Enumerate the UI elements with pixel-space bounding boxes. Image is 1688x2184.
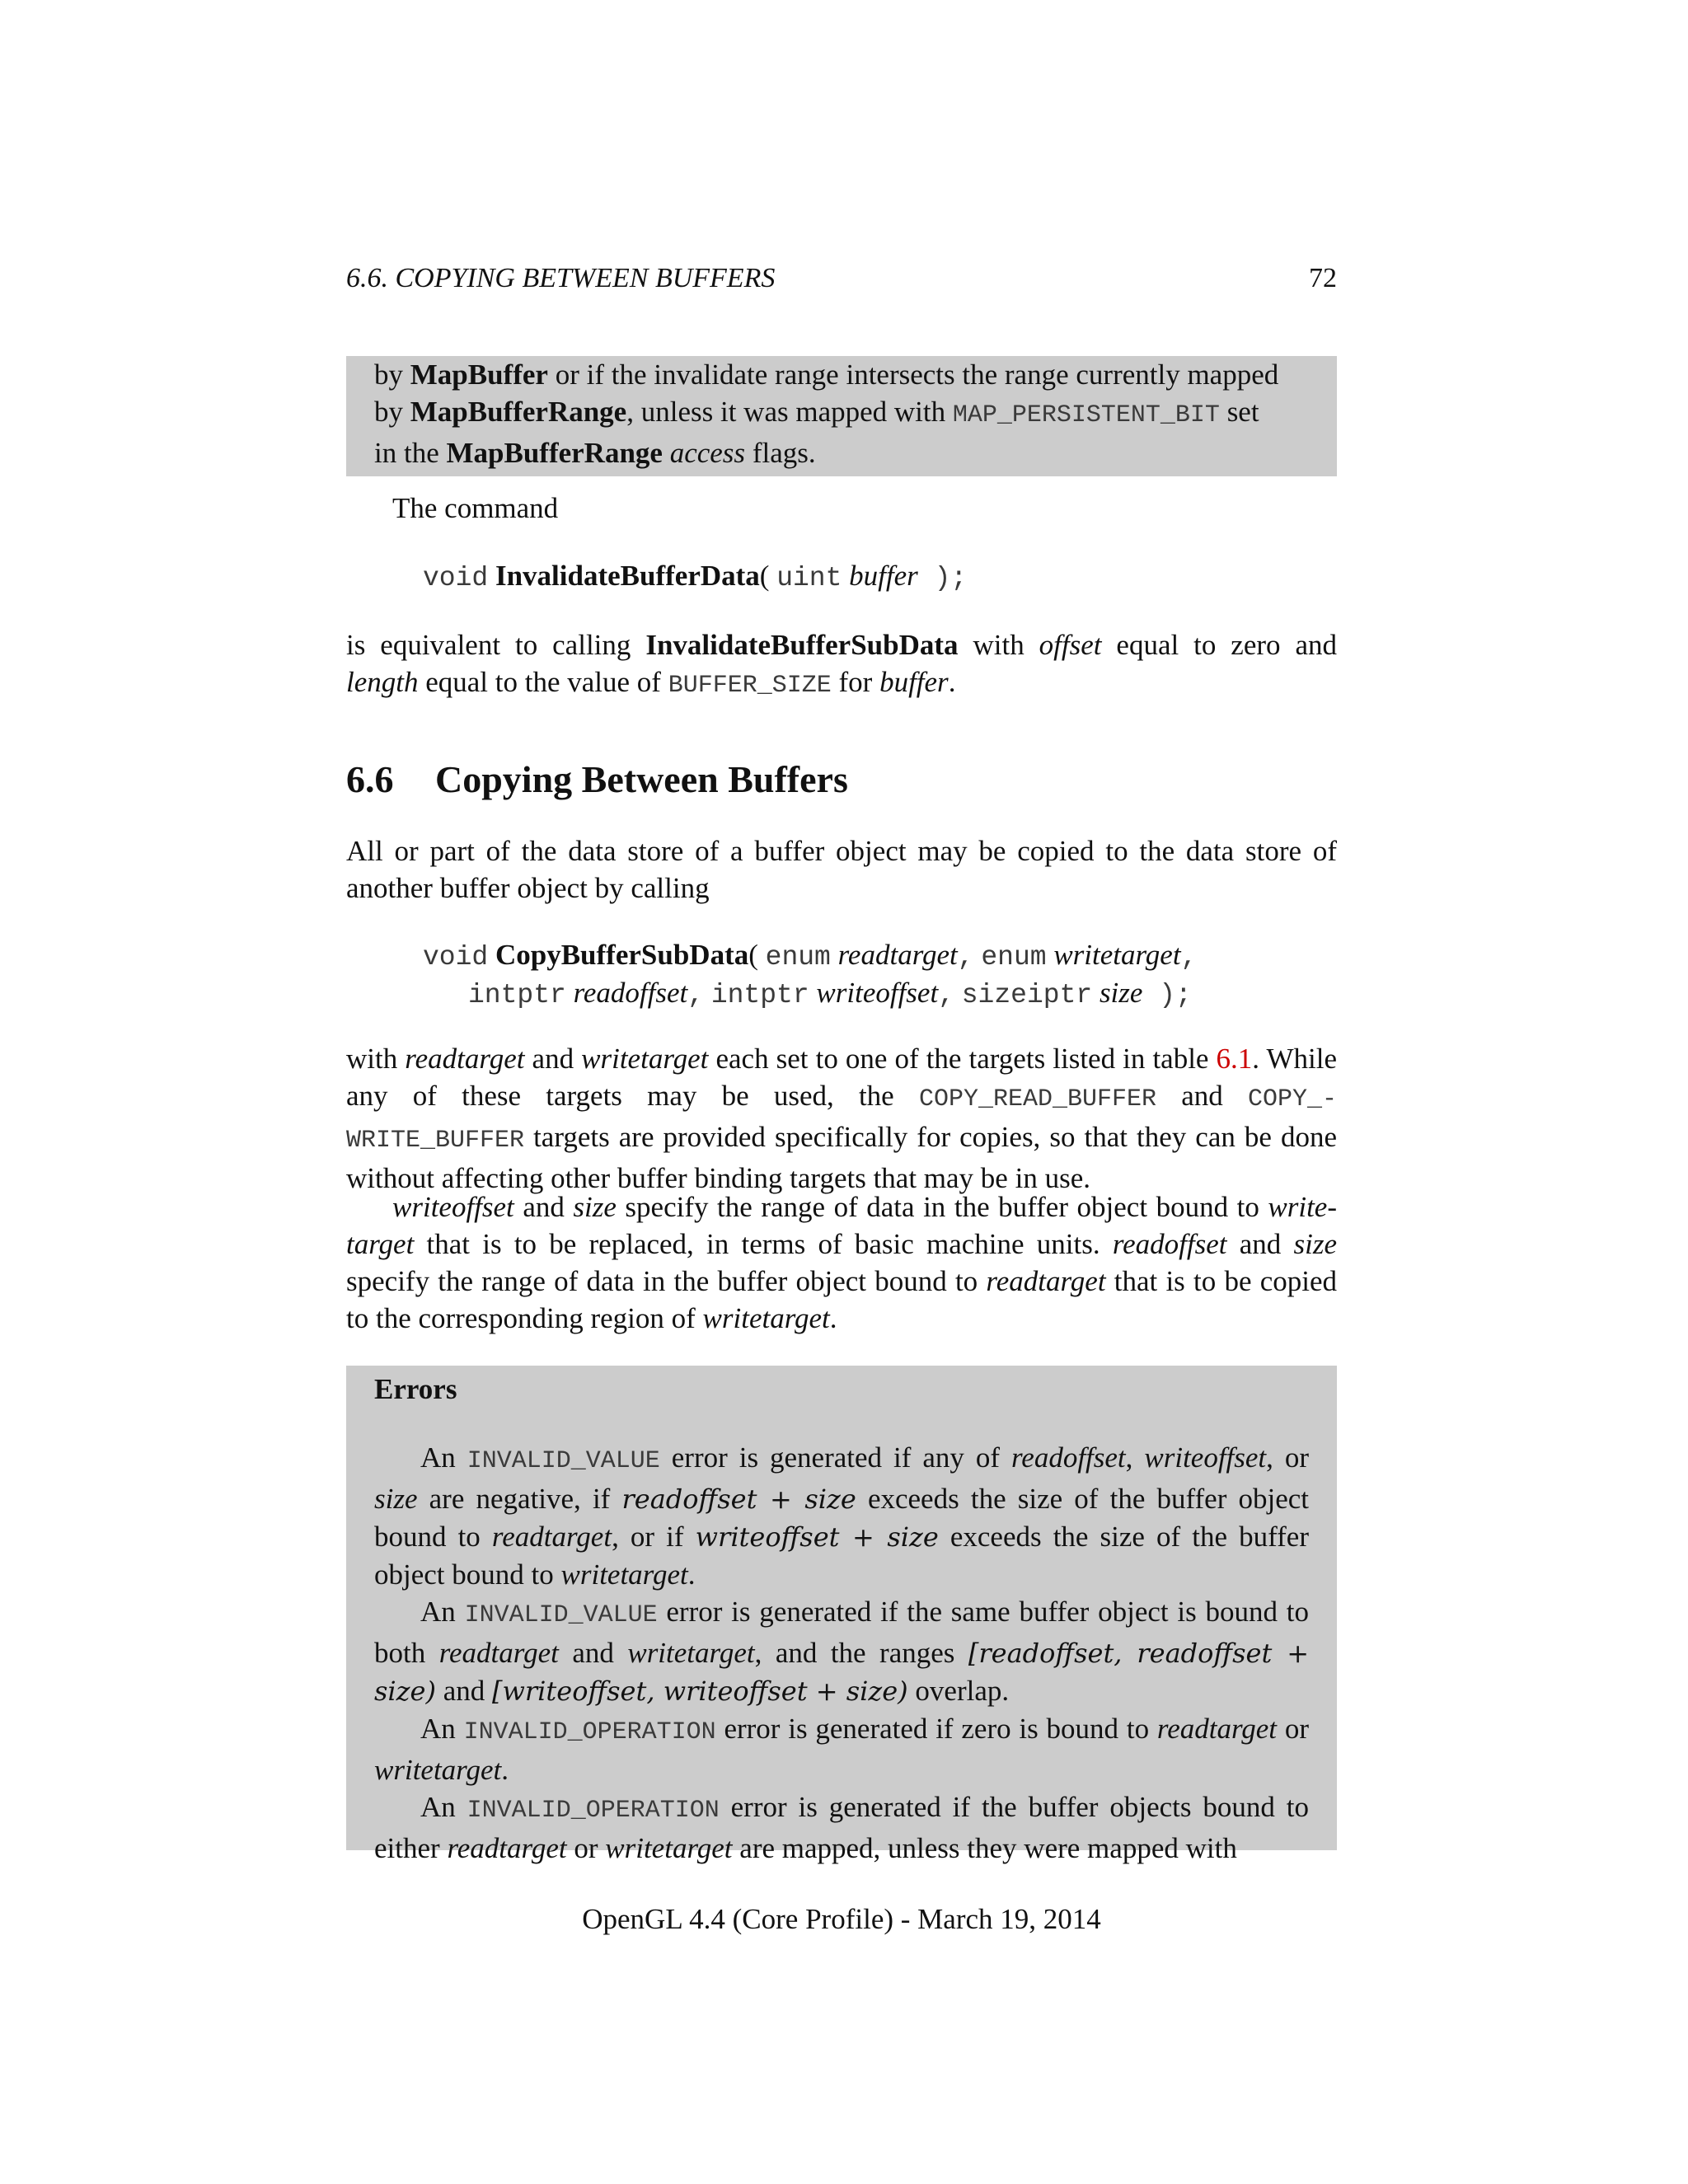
- error-item: An INVALID_VALUE error is generated if any of readoffset, writeoffset, or size are negative, if readoffset + size exceeds the size of the buffer object bound to readtarget, or if writeoffset + size exceeds the size of the buffer object bound to writetarget.: [374, 1441, 1310, 1591]
- error-item: An INVALID_VALUE error is generated if the same buffer object is bound to both readtarget and writetarget, and the ranges [readoffset, readoffset + size) and [writeoffset, writeoffset + size) overlap.: [374, 1596, 1310, 1707]
- table-ref-link[interactable]: 6.1: [1216, 1043, 1253, 1075]
- error-item: An INVALID_OPERATION error is generated if zero is bound to readtarget or writetarget.: [374, 1713, 1310, 1786]
- equivalence-paragraph: is equivalent to calling InvalidateBufferSubData with offset equal to zero and length equal to the value of BUFFER_SIZE for buffer.: [346, 629, 1337, 700]
- prototype-copy-buffer-sub-data: void CopyBufferSubData( enum readtarget, enum writetarget,: [423, 939, 1198, 972]
- prototype-invalidate-buffer-data: void InvalidateBufferData( uint buffer );: [423, 560, 968, 593]
- page-number: 72: [1309, 263, 1337, 293]
- box-line: by MapBufferRange, unless it was mapped with MAP_PERSISTENT_BIT set: [374, 396, 1259, 429]
- errors-box: [346, 1366, 1337, 1864]
- targets-paragraph: with readtarget and writetarget each set to one of the targets listed in table 6.1. While any of these targets may be used, the COPY_READ_BUFFER and COPY_-WRITE_BUFFER targets are provided specifically for copies, so that they can be done without affecting other buffer binding targets that may be in use.: [346, 1043, 1337, 1194]
- document-page: [346, 0, 1337, 2184]
- running-header: [346, 260, 1337, 297]
- range-paragraph: writeoffset and size specify the range of data in the buffer object bound to write-target that is to be replaced, in terms of basic machine units. readoffset and size specify the range of data in the buffer object bound to readtarget that is to be copied to the corresponding region of writetarget.: [346, 1191, 1337, 1334]
- header-section-title: 6.6. COPYING BETWEEN BUFFERS: [346, 263, 776, 293]
- intro-paragraph: All or part of the data store of a buffer object may be copied to the data store of another buffer object by calling: [346, 835, 1337, 904]
- section-number: 6.6: [346, 758, 394, 800]
- continued-errors-box: [346, 356, 1337, 476]
- box-line: in the MapBufferRange access flags.: [374, 437, 816, 469]
- box-line: by MapBuffer or if the invalidate range intersects the range currently mapped: [374, 359, 1279, 391]
- prototype-copy-buffer-sub-data-line2: intptr readoffset, intptr writeoffset, sizeiptr size );: [468, 977, 1192, 1010]
- errors-heading: Errors: [374, 1373, 457, 1405]
- section-heading: [346, 757, 848, 803]
- error-item: An INVALID_OPERATION error is generated if the buffer objects bound to either readtarget or writetarget are mapped, unless they were mapped with: [374, 1791, 1309, 1864]
- command-intro: The command: [392, 492, 559, 524]
- section-title: Copying Between Buffers: [435, 758, 848, 800]
- page-footer: OpenGL 4.4 (Core Profile) - March 19, 2014: [582, 1903, 1101, 1935]
